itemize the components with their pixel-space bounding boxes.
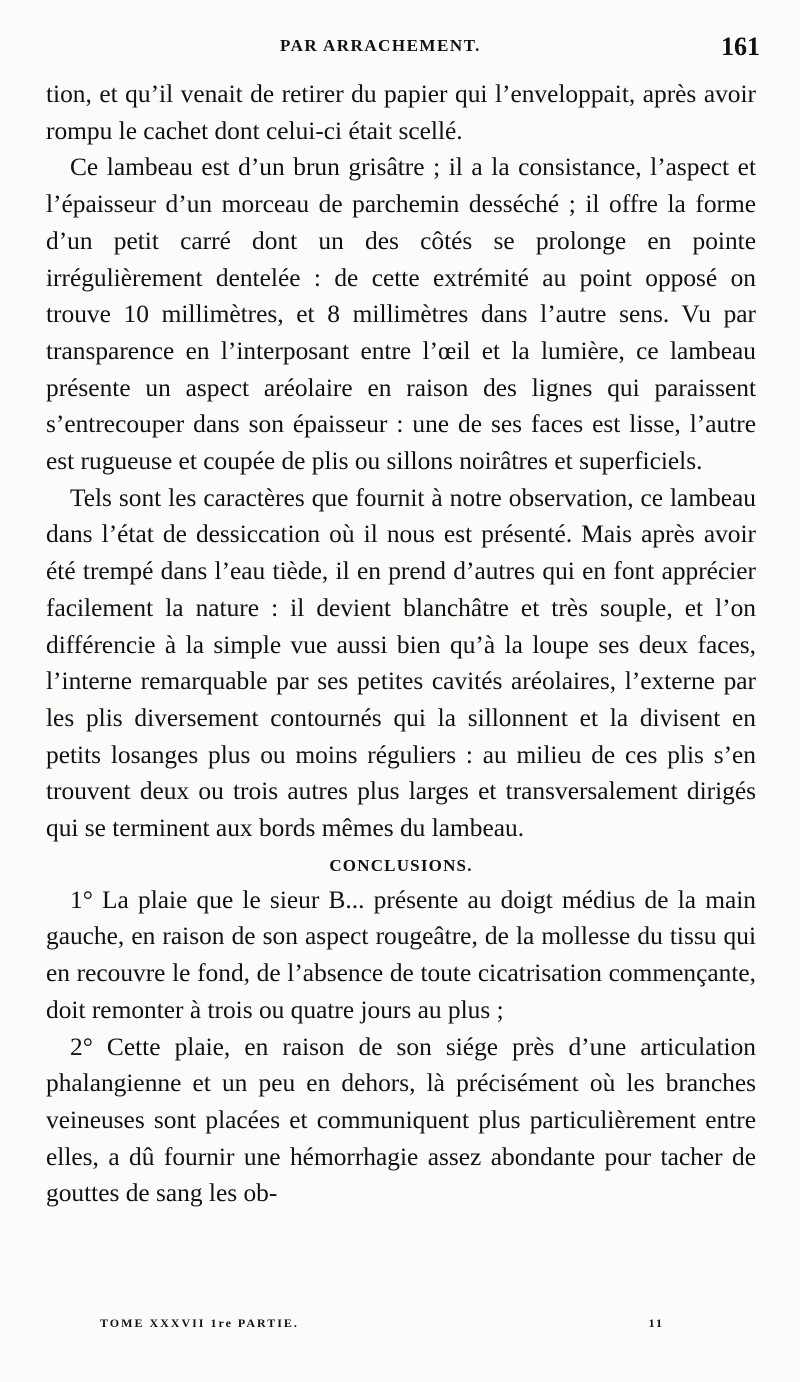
section-heading-conclusions: CONCLUSIONS. <box>329 855 473 875</box>
running-title: PAR ARRACHEMENT. <box>280 36 481 55</box>
paragraph: Tels sont les caractères que fournit à notre observation, ce lambeau dans l’état de dessiccation où il nous est présenté. Mais après avoir été trempé dans l’eau tiède, il en prend d’autres qui en font apprécier facilement la nature : il devient blanchâtre et très souple, et l’on différencie à la simple vue aussi bien qu’à la loupe ses deux faces, l’interne remarquable par ses petites cavités aréolaires, l’externe par les plis diversement contournés qui la sillonnent et la divisent en petits losanges plus ou moins réguliers : au milieu de ces plis s’en trouvent deux ou trois autres plus larges et transversalement dirigés qui se terminent aux bords mêmes du lambeau. <box>46 483 756 843</box>
conclusion-item: 1° La plaie que le sieur B... présente au doigt médius de la main gauche, en raison de son aspect rougeâtre, de la mollesse du tissu qui en recouvre le fond, de l’absence de toute cicatrisation commençante, doit remonter à trois ou quatre jours au plus ; <box>46 885 756 1024</box>
conclusion-item: 2° Cette plaie, en raison de son siége près d’une articulation phalangienne et un peu en dehors, là précisément où les branches veineuses sont placées et communiquent plus particulièrement entre elles, a dû fournir une hémorrhagie assez abondante pour tacher de gouttes de sang les ob- <box>46 1032 756 1208</box>
page-footer <box>100 1316 700 1340</box>
page-number: 161 <box>721 32 760 61</box>
paragraph: Ce lambeau est d’un brun grisâtre ; il a la consistance, l’aspect et l’épaisseur d’un morceau de parchemin desséché ; il offre la forme d’un petit carré dont un des côtés se prolonge en pointe irrégulièrement dentelée : de cette extrémité au point opposé on trouve 10 millimètres, et 8 millimètres dans l’autre sens. Vu par transparence en l’interposant entre l’œil et la lumière, ce lambeau présente un aspect aréolaire en raison des lignes qui paraissent s’entrecouper dans son épaisseur : une de ses faces est lisse, l’autre est rugueuse et coupée de plis ou sillons noirâtres et superficiels. <box>46 153 756 476</box>
running-head <box>40 32 760 66</box>
signature-mark: TOME XXXVII 1re PARTIE. <box>100 1316 299 1330</box>
paragraph-continuation: tion, et qu’il venait de retirer du papier qui l’enveloppait, après avoir rompu le cachet dont celui-ci était scellé. <box>46 80 756 145</box>
signature-number: 11 <box>648 1316 664 1330</box>
body-text <box>46 76 756 1212</box>
